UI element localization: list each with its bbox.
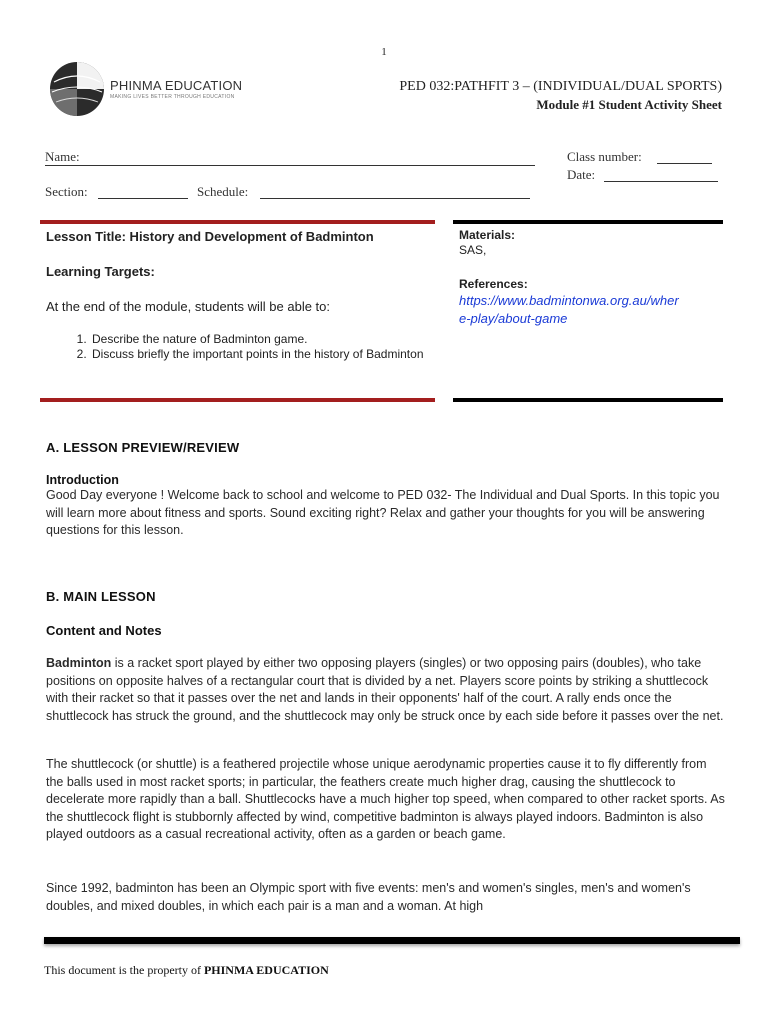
name-field[interactable] (45, 165, 535, 166)
course-title: PED 032:PATHFIT 3 – (INDIVIDUAL/DUAL SPORTS) (399, 79, 722, 94)
section-label: Section: (45, 184, 88, 199)
page-number: 1 (381, 46, 387, 58)
reference-link-line-2[interactable]: e-play/about-game (459, 311, 568, 326)
date-field[interactable] (604, 181, 718, 182)
section-b-title: B. MAIN LESSON (46, 589, 156, 604)
black-top-rule (453, 220, 723, 224)
shuttlecock-paragraph: The shuttlecock (or shuttle) is a feathered projectile whose unique aerodynamic properties cause it to fly differently from the balls used in most racket sports; in particular, the feathers create much higher drag, causing the shuttlecock to decelerate more rapidly than a ball. Shuttlecocks have a much higher top speed, when compared to other racket sports. As the shuttlecock flight is stubbornly affected by wind, competitive badminton is always played indoors. Badminton is also played outdoors as a casual recreational activity, often as a garden or beach game. (46, 757, 725, 841)
name-label: Name: (45, 149, 80, 164)
black-bottom-rule (453, 398, 723, 402)
globe-logo-icon (48, 60, 106, 118)
footer-org-name: PHINMA EDUCATION (203, 963, 329, 977)
reference-link[interactable] (459, 292, 679, 328)
date-label: Date: (567, 167, 596, 182)
schedule-field[interactable] (260, 198, 530, 199)
materials-value: SAS, (459, 243, 487, 257)
org-name: PHINMA EDUCATION (110, 78, 243, 93)
footer-text (44, 963, 329, 978)
class-number-label: Class number: (567, 149, 642, 164)
target-item-2: 2. Discuss briefly the important points in the history of Badminton (90, 347, 426, 362)
org-tagline: MAKING LIVES BETTER THROUGH EDUCATION (110, 94, 235, 100)
lesson-title: Lesson Title: History and Development of Badminton (46, 229, 374, 244)
learning-targets-heading: Learning Targets: (46, 264, 155, 279)
module-title: Module #1 Student Activity Sheet (536, 97, 722, 112)
badminton-paragraph-text: is a racket sport played by either two opposing players (singles) or two opposing pairs (doubles), who take positions on opposite halves of a rectangular court that is divided by a net. Players score points by striking a shuttlecock with their racket so that it passes over the net and lands in their opponents' half of the court. A rally ends once the shuttlecock has struck the ground, and the shuttlecock may only be struck once by each side before it passes over the net. (46, 656, 724, 723)
references-heading: References: (459, 277, 528, 291)
section-field[interactable] (98, 198, 188, 199)
footer-bar (44, 937, 740, 944)
olympic-paragraph: Since 1992, badminton has been an Olympic sport with five events: men's and women's singles, men's and women's doubles, and mixed doubles, in which each pair is a man and a woman. At high (46, 881, 691, 913)
reference-link-line-1[interactable]: https://www.badmintonwa.org.au/wher (459, 293, 679, 308)
schedule-label: Schedule: (197, 184, 249, 199)
red-top-rule (40, 220, 435, 224)
target-item-1: 1. Describe the nature of Badminton game. (90, 332, 426, 347)
section-a-title: A. LESSON PREVIEW/REVIEW (46, 440, 240, 455)
badminton-paragraph (46, 655, 726, 725)
introduction-text: Good Day everyone ! Welcome back to school and welcome to PED 032- The Individual and Dual Sports. In this topic you will learn more about fitness and sports. Sound exciting right? Relax and gather your thoughts for you will be answering questions for this lesson. (46, 488, 720, 537)
red-bottom-rule (40, 398, 435, 402)
badminton-term: Badminton (46, 656, 112, 670)
content-notes-heading: Content and Notes (46, 623, 162, 638)
footer-prefix: This document is the property of (44, 963, 204, 977)
phinma-logo (48, 60, 248, 120)
materials-heading: Materials: (459, 228, 516, 242)
learning-targets-list (46, 332, 426, 362)
class-number-field[interactable] (657, 163, 712, 164)
learning-targets-intro: At the end of the module, students will be able to: (46, 299, 331, 314)
introduction-heading: Introduction (46, 473, 119, 487)
